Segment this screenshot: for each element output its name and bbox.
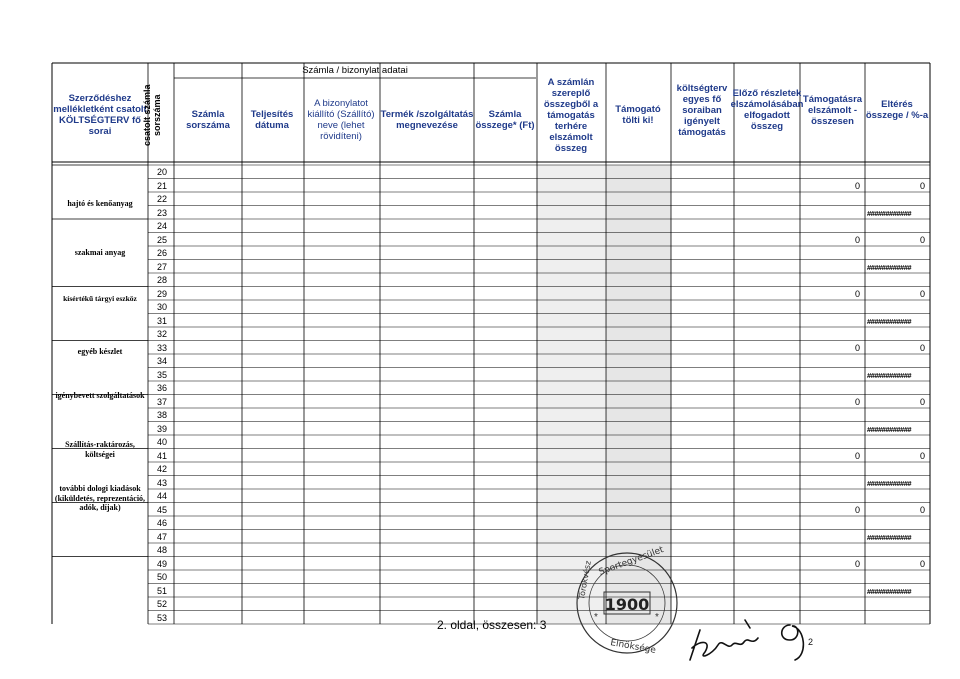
svg-text:*: * <box>655 612 659 623</box>
row-number: 40 <box>156 437 167 447</box>
overflow-hash-value: ############ <box>867 370 912 380</box>
row-number: 42 <box>156 464 167 474</box>
row-number: 35 <box>156 369 167 380</box>
summary-zero-value: 0 <box>854 396 860 407</box>
row-number: 44 <box>156 491 167 501</box>
overflow-hash-value: ############ <box>867 208 912 218</box>
header-difference: Eltérés összege / %-a <box>865 99 929 121</box>
header-support-amount: A számlán szereplő összegből a támogatás terhére elszámolt összeg <box>543 76 599 154</box>
row-number: 31 <box>156 315 167 326</box>
row-number: 20 <box>156 167 167 177</box>
row-number: 27 <box>156 261 167 272</box>
header-invoice-serial: Számla sorszáma <box>186 109 230 131</box>
summary-zero-value: 0 <box>919 504 925 515</box>
overflow-hash-value: ############ <box>867 532 912 542</box>
category-label: igénybevett szolgáltatások <box>55 391 145 400</box>
summary-zero-value: 0 <box>919 558 925 569</box>
svg-text:*: * <box>594 612 598 623</box>
category-label: szakmai anyag <box>74 248 126 257</box>
svg-text:Elnöksége: Elnöksége <box>609 638 657 656</box>
category-label: kísértékű tárgyi eszköz <box>63 294 137 303</box>
category-label: Szállítás-raktározás, költségei <box>65 440 135 459</box>
header-product: Termék /szolgáltatás megnevezése <box>380 109 474 131</box>
page-footer: 2. oldal, összesen: 3 <box>437 618 547 632</box>
row-number: 38 <box>156 410 167 420</box>
summary-zero-value: 0 <box>919 396 925 407</box>
row-number: 28 <box>156 275 167 285</box>
row-number: 43 <box>156 477 167 488</box>
row-number: 29 <box>156 288 167 299</box>
svg-text:1900: 1900 <box>604 595 650 614</box>
summary-zero-value: 0 <box>854 450 860 461</box>
row-number: 52 <box>156 599 167 609</box>
row-number: 47 <box>156 531 167 542</box>
row-number: 37 <box>156 396 167 407</box>
header-issuer: A bizonylatot kiállító (Szállító) neve (lehet rövidíteni) <box>307 98 375 142</box>
header-attached-serial: csatolt számla sorszáma <box>142 84 162 146</box>
row-number: 48 <box>156 545 167 555</box>
svg-text:Sportegyesület: Sportegyesület <box>597 545 666 578</box>
summary-zero-value: 0 <box>854 234 860 245</box>
summary-zero-value: 0 <box>854 288 860 299</box>
row-number: 50 <box>156 572 167 582</box>
row-number: 25 <box>156 234 167 245</box>
header-previous: Előző részletek elszámolásában elfogadott összeg <box>730 88 804 132</box>
row-number: 26 <box>156 248 167 258</box>
row-number: 39 <box>156 423 167 434</box>
overflow-hash-value: ############ <box>867 316 912 326</box>
row-number: 45 <box>156 504 167 515</box>
row-number: 34 <box>156 356 167 366</box>
header-contract: Szerződéshez mellékletként csatolt KÖLTSÉGTERV fő sorai <box>53 93 147 137</box>
row-number: 30 <box>156 302 167 312</box>
row-number: 33 <box>156 342 167 353</box>
summary-zero-value: 0 <box>854 342 860 353</box>
row-number: 23 <box>156 207 167 218</box>
svg-text:2: 2 <box>808 637 814 647</box>
row-number: 21 <box>156 180 167 191</box>
summary-zero-value: 0 <box>919 234 925 245</box>
overflow-hash-value: ############ <box>867 586 912 596</box>
row-number: 24 <box>156 221 167 231</box>
header-supporter-fills: Támogató tölti ki! <box>615 104 661 126</box>
row-number: 32 <box>156 329 167 339</box>
header-invoice-total: Számla összege* (Ft) <box>475 109 535 131</box>
row-number: 41 <box>156 450 167 461</box>
header-support-settled: Támogatásra elszámolt - összesen <box>802 93 863 127</box>
group-title: Számla / bizonylat adatai <box>302 64 408 76</box>
summary-zero-value: 0 <box>854 180 860 191</box>
summary-zero-value: 0 <box>854 504 860 515</box>
summary-zero-value: 0 <box>919 342 925 353</box>
row-number: 51 <box>156 585 167 596</box>
row-number: 22 <box>156 194 167 204</box>
row-number: 46 <box>156 518 167 528</box>
svg-text:Törökvész: Törökvész <box>577 559 593 601</box>
overflow-hash-value: ############ <box>867 424 912 434</box>
summary-zero-value: 0 <box>919 180 925 191</box>
row-number: 53 <box>156 612 167 623</box>
header-budget-support: költségterv egyes fő soraiban igényelt támogatás <box>676 82 728 138</box>
summary-zero-value: 0 <box>854 558 860 569</box>
row-number: 49 <box>156 558 167 569</box>
category-label: hajtó és kenőanyag <box>67 199 133 208</box>
overflow-hash-value: ############ <box>867 478 912 488</box>
overflow-hash-value: ############ <box>867 262 912 272</box>
header-performance-date: Teljesítés dátuma <box>250 109 294 131</box>
row-number: 36 <box>156 383 167 393</box>
summary-zero-value: 0 <box>919 288 925 299</box>
category-label: egyéb készlet <box>77 347 123 356</box>
category-label: további dologi kiadások (kiküldetés, reprezentáció, adók, díjak) <box>54 484 146 512</box>
summary-zero-value: 0 <box>919 450 925 461</box>
